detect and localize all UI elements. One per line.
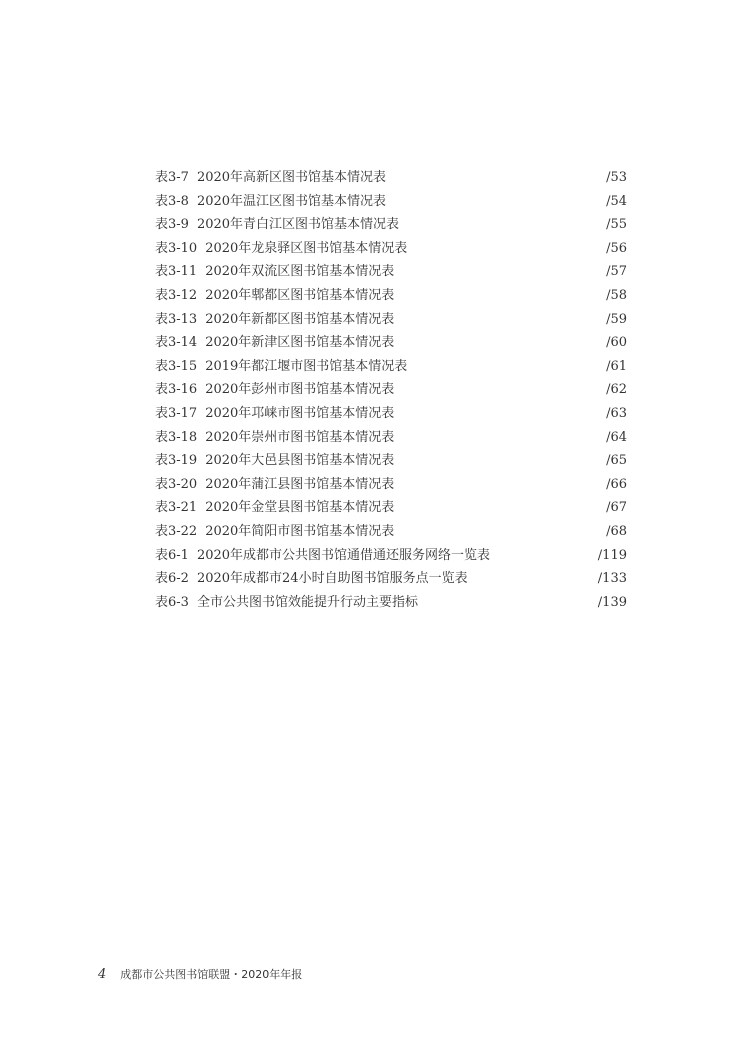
toc-entry[interactable] <box>155 260 627 284</box>
toc-entry[interactable] <box>155 331 627 355</box>
toc-entry[interactable] <box>155 402 627 426</box>
toc-entry-page: /67 <box>606 500 627 516</box>
toc-entry-page: /68 <box>606 523 627 539</box>
toc-entry-page: /61 <box>606 358 627 374</box>
toc-entry[interactable] <box>155 544 627 568</box>
toc-entry[interactable] <box>155 473 627 497</box>
toc-entry[interactable] <box>155 284 627 308</box>
toc-entry-title: 2020年龙泉驿区图书馆基本情况表 <box>205 240 408 256</box>
table-of-contents <box>155 166 627 614</box>
toc-entry[interactable] <box>155 496 627 520</box>
toc-entry[interactable] <box>155 190 627 214</box>
toc-entry-number: 表6-2 <box>155 571 189 587</box>
toc-entry[interactable] <box>155 308 627 332</box>
toc-entry[interactable] <box>155 591 627 615</box>
toc-entry[interactable] <box>155 237 627 261</box>
toc-entry-page: /64 <box>606 429 627 445</box>
toc-entry-number: 表3-13 <box>155 311 198 327</box>
toc-entry-title: 2020年简阳市图书馆基本情况表 <box>205 523 395 539</box>
toc-entry-title: 2020年大邑县图书馆基本情况表 <box>205 453 395 469</box>
toc-entry-page: /59 <box>606 311 627 327</box>
toc-entry-title: 2020年成都市24小时自助图书馆服务点一览表 <box>196 571 468 587</box>
toc-entry-number: 表3-14 <box>155 335 198 351</box>
toc-entry-number: 表3-16 <box>155 382 198 398</box>
toc-entry[interactable] <box>155 355 627 379</box>
toc-entry-title: 2020年彭州市图书馆基本情况表 <box>205 382 395 398</box>
toc-entry-page: /119 <box>597 547 627 563</box>
toc-entry-page: /53 <box>606 170 627 185</box>
toc-entry-page: /57 <box>606 264 627 280</box>
toc-entry-page: /54 <box>606 193 627 209</box>
toc-entry-page: /133 <box>597 571 627 587</box>
toc-entry[interactable] <box>155 213 627 237</box>
toc-entry-number: 表3-20 <box>155 476 198 492</box>
toc-entry[interactable] <box>155 520 627 544</box>
toc-entry-title: 全市公共图书馆效能提升行动主要指标 <box>196 594 418 610</box>
toc-entry-page: /60 <box>606 335 627 351</box>
toc-entry-page: /139 <box>597 594 627 610</box>
toc-entry[interactable] <box>155 166 627 190</box>
toc-entry-title: 2020年崇州市图书馆基本情况表 <box>205 429 395 445</box>
toc-entry-number: 表6-3 <box>155 594 189 610</box>
toc-entry-number: 表3-21 <box>155 500 198 516</box>
footer-page-number: 4 <box>98 967 107 982</box>
toc-entry[interactable] <box>155 567 627 591</box>
toc-entry-number: 表3-10 <box>155 240 198 256</box>
toc-entry-title: 2020年金堂县图书馆基本情况表 <box>205 500 395 516</box>
toc-entry-title: 2020年高新区图书馆基本情况表 <box>196 170 387 185</box>
toc-entry[interactable] <box>155 378 627 402</box>
toc-entry-number: 表3-7 <box>155 170 189 185</box>
toc-entry-title: 2020年蒲江县图书馆基本情况表 <box>205 476 395 492</box>
toc-entry-page: /65 <box>606 453 627 469</box>
toc-entry-page: /56 <box>606 240 627 256</box>
toc-entry-title: 2020年双流区图书馆基本情况表 <box>205 264 395 280</box>
toc-entry-number: 表3-8 <box>155 193 189 209</box>
toc-entry-page: /55 <box>606 217 627 233</box>
toc-entry-number: 表3-17 <box>155 405 198 421</box>
footer-publication-title: 成都市公共图书馆联盟・2020年年报 <box>120 968 303 981</box>
toc-entry-title: 2020年青白江区图书馆基本情况表 <box>196 217 400 233</box>
toc-entry-title: 2020年温江区图书馆基本情况表 <box>196 193 387 209</box>
toc-entry-number: 表3-11 <box>155 264 198 280</box>
toc-entry-title: 2020年新都区图书馆基本情况表 <box>205 311 395 327</box>
toc-entry[interactable] <box>155 426 627 450</box>
toc-entry-page: /62 <box>606 382 627 398</box>
toc-entry-number: 表3-18 <box>155 429 198 445</box>
toc-entry-number: 表3-19 <box>155 453 198 469</box>
toc-entry-page: /63 <box>606 405 627 421</box>
toc-entry-title: 2020年邛崃市图书馆基本情况表 <box>205 405 395 421</box>
toc-entry[interactable] <box>155 449 627 473</box>
toc-entry-number: 表3-22 <box>155 523 198 539</box>
toc-entry-title: 2020年成都市公共图书馆通借通还服务网络一览表 <box>196 547 491 563</box>
toc-entry-page: /58 <box>606 287 627 303</box>
toc-entry-number: 表6-1 <box>155 547 189 563</box>
toc-entry-number: 表3-9 <box>155 217 189 233</box>
toc-entry-title: 2020年新津区图书馆基本情况表 <box>205 335 395 351</box>
toc-entry-number: 表3-12 <box>155 287 198 303</box>
page-footer <box>98 966 302 982</box>
toc-entry-page: /66 <box>606 476 627 492</box>
toc-entry-title: 2020年郫都区图书馆基本情况表 <box>205 287 395 303</box>
toc-entry-title: 2019年都江堰市图书馆基本情况表 <box>205 358 408 374</box>
toc-entry-number: 表3-15 <box>155 358 198 374</box>
